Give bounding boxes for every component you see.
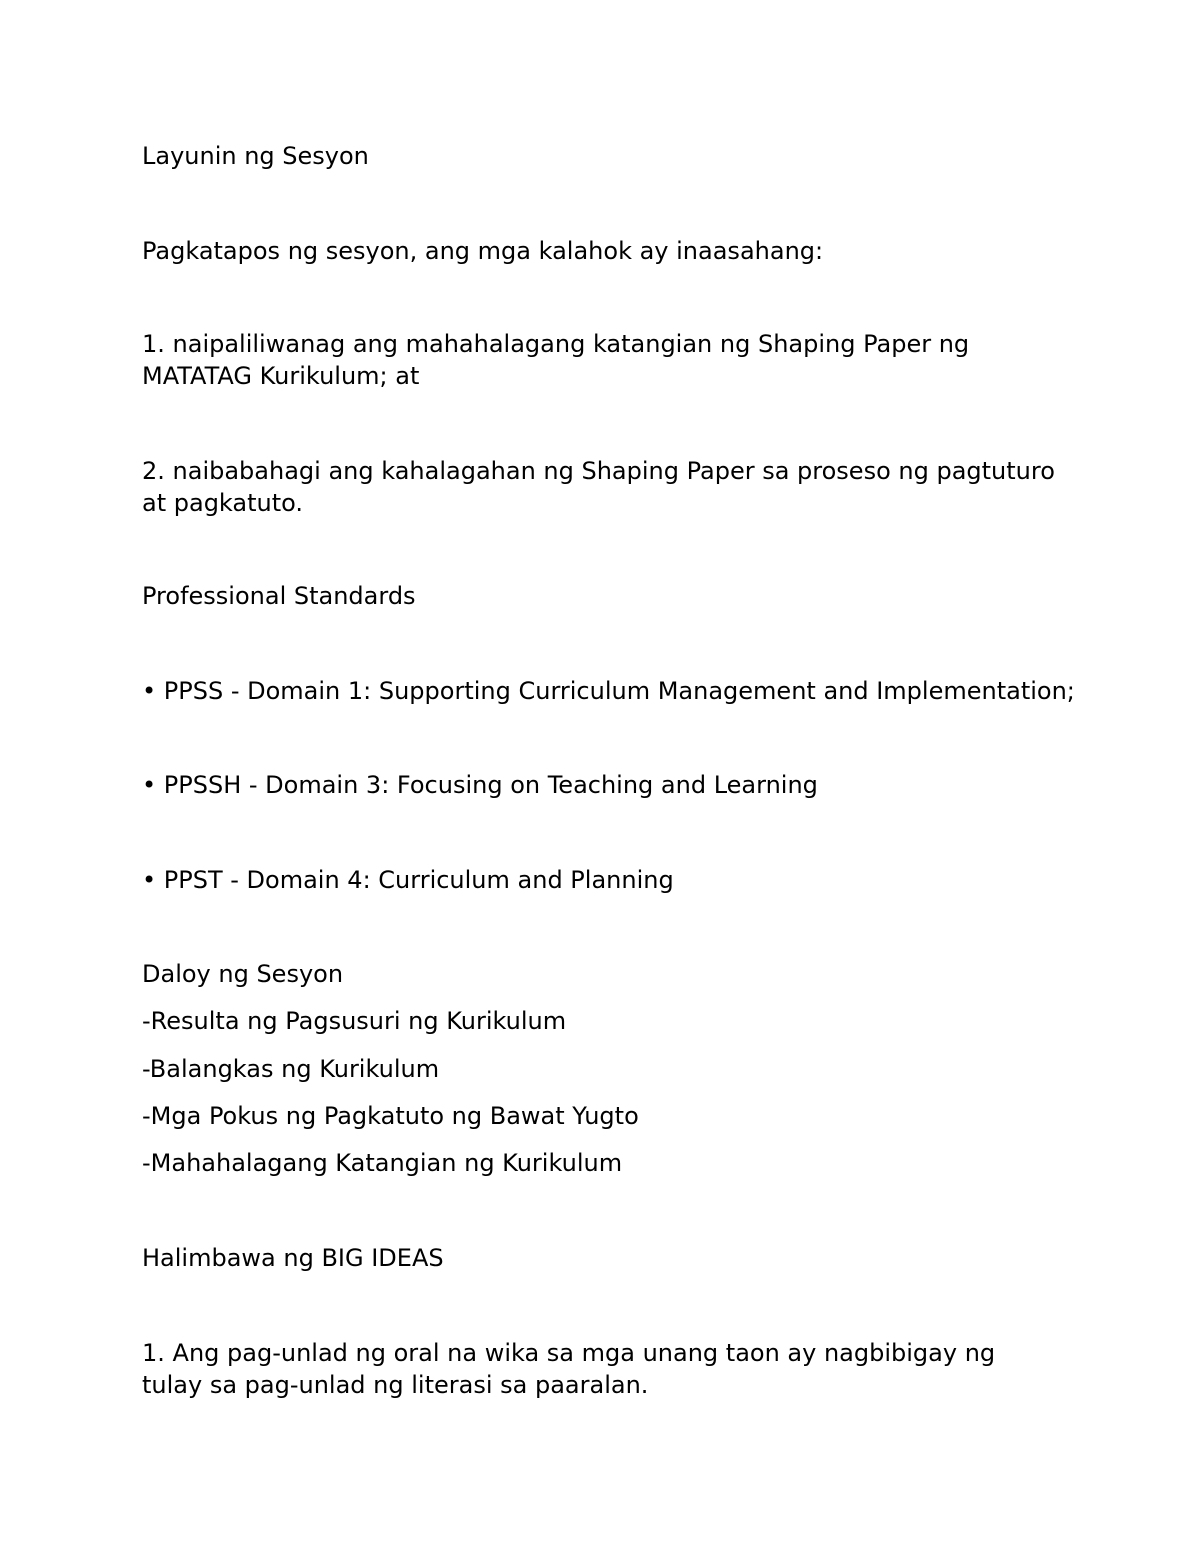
big-ideas-heading: Halimbawa ng BIG IDEAS xyxy=(142,1244,444,1272)
big-idea-item: 1. Ang pag-unlad ng oral na wika sa mga unang taon ay nagbibigay ng tulay sa pag-unlad ng literasi sa paaralan. xyxy=(142,1339,996,1399)
standard-item: • PPST - Domain 4: Curriculum and Planning xyxy=(142,866,674,894)
standards-heading: Professional Standards xyxy=(142,582,416,610)
standard-item: • PPSSH - Domain 3: Focusing on Teaching and Learning xyxy=(142,771,818,799)
flow-item: -Mga Pokus ng Pagkatuto ng Bawat Yugto xyxy=(142,1102,639,1130)
standard-item: • PPSS - Domain 1: Supporting Curriculum Management and Implementation; xyxy=(142,677,1075,705)
objectives-intro: Pagkatapos ng sesyon, ang mga kalahok ay inaasahang: xyxy=(142,237,824,265)
flow-item: -Mahahalagang Katangian ng Kurikulum xyxy=(142,1149,623,1177)
objectives-heading: Layunin ng Sesyon xyxy=(142,142,369,170)
flow-item: -Resulta ng Pagsusuri ng Kurikulum xyxy=(142,1007,567,1035)
flow-heading: Daloy ng Sesyon xyxy=(142,960,344,988)
objective-item: 1. naipaliliwanag ang mahahalagang katangian ng Shaping Paper ng MATATAG Kurikulum; at xyxy=(142,330,970,390)
objective-item: 2. naibabahagi ang kahalagahan ng Shaping Paper sa proseso ng pagtuturo at pagkatuto. xyxy=(142,457,1055,517)
flow-item: -Balangkas ng Kurikulum xyxy=(142,1055,440,1083)
